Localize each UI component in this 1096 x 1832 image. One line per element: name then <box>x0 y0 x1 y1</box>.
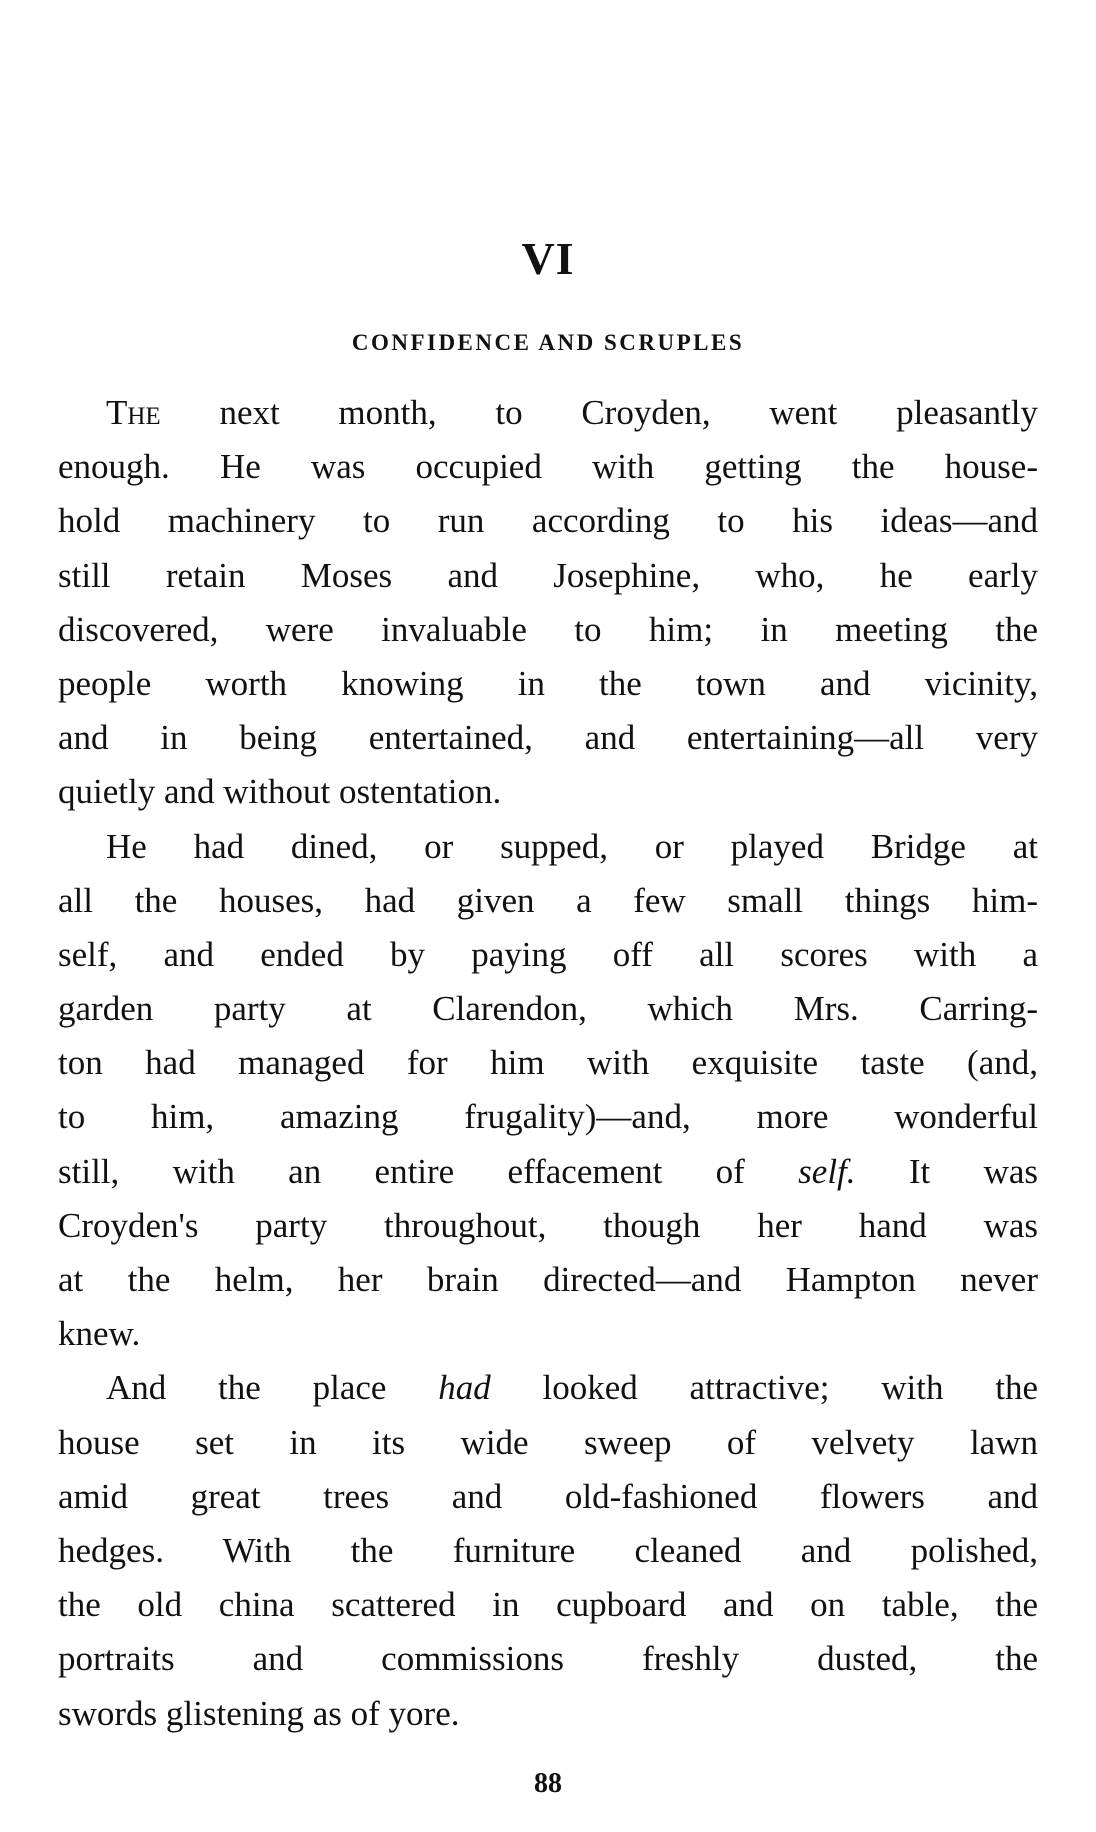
chapter-title: CONFIDENCE AND SCRUPLES <box>351 330 745 355</box>
paragraph-1-line-7: and in being entertained, and entertaining—all very <box>58 718 1038 758</box>
paragraph-3-line-2: house set in its wide sweep of velvety lawn <box>58 1422 1038 1462</box>
paragraph-lead-word: The <box>106 393 161 432</box>
paragraph-3-line-3: amid great trees and old-fashioned flowers and <box>58 1476 1038 1516</box>
paragraph-3-line-6: portraits and commissions freshly dusted, the <box>58 1639 1038 1679</box>
paragraph-1-line-4: still retain Moses and Josephine, who, he early <box>58 555 1038 595</box>
paragraph-3-line-1: And the place had looked attractive; with the <box>106 1368 1038 1408</box>
paragraph-3-line-5: the old china scattered in cupboard and on table, the <box>58 1585 1038 1625</box>
paragraph-1-line-3: hold machinery to run according to his ideas—and <box>58 501 1038 541</box>
paragraph-1-line-2: enough. He was occupied with getting the house- <box>58 447 1038 487</box>
paragraph-3-line-4: hedges. With the furniture cleaned and polished, <box>58 1530 1038 1570</box>
paragraph-2-line-7: still, with an entire effacement of self. It was <box>58 1151 1039 1191</box>
paragraph-2-line-8: Croyden's party throughout, though her hand was <box>58 1205 1038 1245</box>
paragraph-3-line-7: swords glistening as of yore. <box>58 1693 460 1733</box>
paragraph-2-line-9: at the helm, her brain directed—and Hampton never <box>58 1260 1038 1299</box>
emphasis-self: self. <box>798 1151 856 1191</box>
paragraph-1-line-8: quietly and without ostentation. <box>58 772 502 812</box>
paragraph-2-line-10: knew. <box>58 1314 141 1354</box>
paragraph-1-line-6: people worth knowing in the town and vicinity, <box>58 663 1038 703</box>
page-number: 88 <box>534 1768 562 1799</box>
paragraph-1-line-5: discovered, were invaluable to him; in meeting the <box>58 609 1038 649</box>
body-text <box>58 386 1038 1741</box>
paragraph-1-line-1: The next month, to Croyden, went pleasantly <box>106 393 1038 432</box>
paragraph-2-line-4: garden party at Clarendon, which Mrs. Carring- <box>58 989 1038 1029</box>
paragraph-2-line-6: to him, amazing frugality)—and, more wonderful <box>58 1097 1038 1137</box>
paragraph-2-line-5: ton had managed for him with exquisite taste (and, <box>58 1043 1038 1083</box>
paragraph-2-line-3: self, and ended by paying off all scores with a <box>58 934 1038 974</box>
emphasis-had: had <box>438 1368 491 1408</box>
paragraph-2-line-1: He had dined, or supped, or played Bridge at <box>106 826 1038 866</box>
paragraph-2-line-2: all the houses, had given a few small things him- <box>58 880 1038 920</box>
chapter-number: VI <box>521 233 575 284</box>
